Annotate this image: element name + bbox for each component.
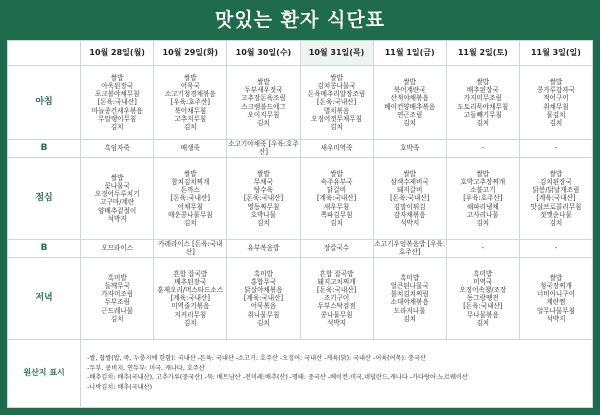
menu-item: 고추장돈육조림: [241, 94, 286, 103]
menu-item: 불치김치찌림: [390, 290, 429, 299]
menu-item: 어묵볶음: [250, 302, 277, 311]
menu-item: 고사리나물: [466, 210, 499, 219]
menu-item: [계육:국내산]: [243, 294, 284, 303]
corner-cell: [8, 41, 81, 66]
snack-cell: 흑임자죽: [81, 140, 154, 158]
meal-label-dinner: [8, 257, 81, 339]
menu-item: 청국장찌개: [540, 281, 572, 290]
snack-cell: 유부복음밥: [227, 240, 300, 258]
menu-item: 젓깻순나물: [540, 210, 572, 219]
menu-item: 석박지: [107, 214, 127, 223]
menu-item: 김치: [183, 218, 197, 227]
menu-item: 홍합무국: [250, 277, 277, 286]
meal-label-lunch: [8, 157, 81, 239]
menu-item: 김치: [257, 118, 270, 127]
menu-item: 김치: [403, 118, 417, 127]
meal-table: [7, 40, 593, 408]
menu-cell: [154, 257, 227, 339]
snack-cell: -: [446, 140, 519, 158]
menu-item: 쌀밥: [183, 73, 197, 82]
menu-item: [돈육:국내산]: [170, 194, 210, 203]
menu-item: [우육:호주산]: [170, 98, 210, 107]
menu-item: [계육:국내산]: [170, 294, 210, 303]
menu-item: 물김치: [546, 110, 566, 119]
menu-item: 오징어속챙/조장: [459, 286, 507, 294]
menu-cell: [300, 257, 373, 339]
menu-cell: [227, 66, 300, 140]
menu-item: 김치: [183, 318, 197, 327]
menu-item: 석박지: [546, 314, 566, 323]
menu-item: 감자채볶음: [393, 210, 426, 219]
menu-item: 오징어두루치기: [94, 190, 140, 199]
menu-cell: [227, 257, 300, 339]
menu-item: 소불고기: [470, 186, 496, 195]
menu-item: 적어구이: [543, 94, 569, 103]
menu-item: [계육:국내산]: [536, 194, 576, 203]
menu-item: 호박고추장찌개: [460, 177, 506, 186]
menu-item: 소고기청경채볶음: [164, 90, 216, 99]
menu-item: 들깨무국: [104, 281, 130, 290]
menu-item: 흑미밥: [473, 269, 493, 278]
menu-item: 쌀밥: [110, 73, 124, 82]
menu-item: 김치: [257, 218, 270, 227]
day-header: 10월 30일(수): [227, 41, 300, 66]
menu-item: 오징어젓무채무침: [311, 114, 363, 123]
menu-item: 마늘종건새우볶음: [91, 106, 143, 115]
menu-item: 쪽파김무침: [320, 210, 353, 219]
menu-item: 두부스탁검점: [317, 302, 356, 311]
menu-item: 아욱된장국: [101, 82, 134, 91]
lunch-row: [8, 157, 593, 239]
menu-item: 쌀밥: [110, 173, 124, 182]
menu-cell: [227, 157, 300, 239]
breakfast-row: [8, 66, 593, 140]
menu-item: [돈육:국내산]: [97, 98, 137, 107]
menu-item: 돼지갈비: [396, 186, 423, 195]
menu-item: 김치: [549, 118, 563, 127]
menu-item: 호박나물: [250, 210, 277, 219]
menu-item: 새우무침: [323, 202, 350, 211]
menu-cell: [519, 257, 592, 339]
day-header: 11월 1일(금): [373, 41, 446, 66]
menu-item: 김치: [330, 218, 343, 227]
menu-item: 석박지: [400, 218, 420, 227]
snack-cell: 배생죽: [154, 140, 227, 158]
snack-cell: 장칼국수: [300, 240, 373, 258]
menu-item: 닭봉/닭날개조림: [532, 186, 580, 195]
menu-item: 영동짜무침: [247, 202, 280, 211]
menu-item: 무나물볶음: [466, 310, 499, 319]
menu-item: 참치김치찌개: [171, 177, 210, 186]
origin-text: [81, 339, 593, 407]
menu-item: 탕수육: [253, 186, 273, 195]
menu-cell: [373, 257, 446, 339]
menu-item: 김치: [110, 123, 124, 132]
snack-cell: -: [446, 240, 519, 258]
snack-cell: 카레라이스 [돈육:국내산]: [154, 240, 227, 258]
menu-item: 동그랑땡전: [466, 294, 499, 303]
menu-item: 매운콩나물무침: [168, 210, 213, 219]
meal-label-snack: B: [8, 140, 81, 158]
menu-item: 산적야채볶음: [390, 94, 429, 103]
menu-item: 고추지무침: [174, 114, 207, 123]
menu-item: 김치: [183, 123, 197, 132]
menu-item: 숙주유부국: [320, 177, 353, 186]
menu-cell: [446, 66, 519, 140]
menu-item: [계육:국내산]: [316, 194, 357, 203]
menu-item: 흔합 잡곡밥: [173, 269, 208, 278]
snack-cell: 소고기야채죽 [우육:호주산]: [228, 140, 299, 157]
menu-item: 쌀밥: [476, 77, 490, 86]
menu-item: 얼무나물무침: [536, 306, 576, 315]
menu-item: 김치된장국: [540, 177, 572, 186]
menu-item: 미역국: [473, 277, 493, 286]
dinner-row: [8, 257, 593, 339]
menu-item: 김치: [549, 218, 563, 227]
menu-item: 김치: [403, 314, 417, 323]
menu-item: 배추된장국: [466, 86, 499, 95]
menu-item: 쌀밥: [257, 77, 270, 86]
menu-item: 오이지무침: [247, 110, 280, 119]
menu-cell: [519, 157, 592, 239]
menu-item: 돼지고치찌개: [317, 277, 356, 286]
menu-item: 맛살브로콜리무침: [530, 202, 582, 211]
menu-item: 쌀밥: [330, 169, 343, 178]
menu-cell: [300, 157, 373, 239]
meal-label-text: 아침: [35, 97, 53, 108]
day-header-row: [8, 41, 593, 66]
menu-item: 쌀밥: [330, 73, 343, 82]
snack-row-2: [8, 240, 593, 258]
menu-item: 돈육메추리알장조림: [307, 90, 366, 99]
menu-item: [돈육:국내산]: [316, 286, 357, 294]
snack-cell: -: [519, 240, 592, 258]
menu-item: 조기구이: [323, 294, 350, 303]
day-header: 11월 2일(토): [446, 41, 519, 66]
menu-item: 취채무침: [543, 102, 569, 111]
menu-item: 도토리묵야채무침: [457, 102, 509, 111]
menu-item: 북어계란국: [393, 86, 426, 95]
menu-cell: [446, 157, 519, 239]
menu-item: 닭살야채볶음: [244, 286, 283, 294]
menu-cell: [81, 66, 154, 140]
menu-item: 취나물무침: [247, 310, 280, 319]
menu-cell: [373, 66, 446, 140]
menu-item: 도라지나물: [393, 306, 426, 315]
menu-item: 김치: [476, 118, 490, 127]
menu-cell: [446, 257, 519, 339]
day-header: 11월 3일(일): [519, 41, 592, 66]
menu-item: 얼큰된나물국: [390, 281, 429, 290]
menu-cell: [154, 157, 227, 239]
menu-item: 흑미밥: [253, 269, 273, 278]
menu-cell: [154, 66, 227, 140]
snack-cell: 호박죽: [373, 140, 446, 158]
menu-item: [돈육:국내산]: [463, 302, 503, 311]
menu-item: 쌀밥: [403, 169, 417, 178]
menu-cell: [81, 157, 154, 239]
day-header: 10월 28일(월): [81, 41, 154, 66]
snack-cell: -: [519, 140, 592, 158]
menu-item: 가지미무조림: [463, 94, 502, 103]
menu-cell: [300, 66, 373, 140]
menu-item: 양배추겉절이: [98, 206, 137, 215]
menu-item: 무말랭이무침: [98, 114, 137, 123]
menu-item: 콩가루감자국: [536, 86, 576, 95]
menu-item: 연근조림: [396, 110, 423, 119]
menu-item: 어채무침: [177, 202, 204, 211]
menu-item: 해파리냉채: [466, 202, 499, 211]
menu-item: -나박김치: 배추(국내산): [87, 383, 153, 391]
menu-item: 베이컨양배추볶음: [384, 102, 436, 111]
menu-item: 석박지: [327, 318, 347, 327]
menu-item: 고들빼기무침: [463, 110, 502, 119]
menu-item: [돈육:국내산]: [243, 194, 284, 203]
menu-item: 미역줄기볶음: [171, 302, 210, 311]
menu-item: 흑미밥: [400, 273, 420, 282]
menu-item: 쌀밥: [549, 77, 563, 86]
menu-item: 포크볼야채무침: [94, 90, 140, 99]
menu-item: 두부새우젓국: [244, 86, 283, 95]
snack-cell: 새우미역죽: [300, 140, 373, 158]
menu-item: 쌀밥: [183, 169, 197, 178]
day-header: 10월 31일(목): [300, 41, 373, 66]
menu-item: [우육:호주산]: [463, 194, 503, 203]
menu-item: 쌀밥: [549, 273, 563, 282]
menu-item: 두부조림: [104, 298, 130, 307]
menu-item: 소대야채볶음: [390, 298, 429, 307]
menu-item: 멸치볶음: [323, 106, 350, 115]
menu-item: 닭갈비: [327, 186, 347, 195]
menu-item: 훈제오리/머스타드소스: [157, 286, 224, 294]
menu-item: 콩나물무침: [320, 310, 353, 319]
meal-table-frame: [7, 40, 593, 408]
menu-item: 돈까스: [180, 186, 200, 195]
menu-item: [돈육:국내산]: [390, 194, 430, 203]
origin-label: 원산지 표시: [8, 339, 81, 407]
menu-item: 배추된장국: [174, 277, 207, 286]
menu-item: 무채국: [253, 177, 273, 186]
menu-item: 스크램블드에그: [241, 102, 286, 111]
menu-item: 흑미밥: [107, 273, 127, 282]
menu-item: 너비아니구이: [536, 290, 576, 299]
menu-item: -두부, 콩비지, 연두부: 미국, 캐나다, 호주산: [87, 364, 205, 372]
meal-label-breakfast: [8, 66, 81, 140]
menu-item: 삼색수제비국: [390, 177, 429, 186]
menu-item: -배추김치: 배추(국내산), 고추가루(중국산) -묵: 베트남산 -전미레:배추(산) -명태: 중국산 -베이컨:미국,네덜란드,캐나다 -가다랑어:노르웨이산: [87, 374, 468, 382]
menu-item: 흔합 잡곡밥: [319, 269, 354, 278]
menu-item: [돈육:국내산]: [316, 98, 357, 107]
day-header: 10월 29일(화): [154, 41, 227, 66]
menu-cell: [519, 66, 592, 140]
meal-label-text: 저녁: [35, 292, 53, 303]
menu-cell: [81, 257, 154, 339]
meal-label-text: 점심: [35, 192, 53, 203]
menu-item: 고구마/계란: [100, 198, 135, 207]
snack-cell: 소고기우엉볶음밥 [우육:호주산]: [374, 240, 445, 257]
menu-item: 쌀밥: [549, 169, 563, 178]
snack-cell: 오므라이스: [81, 240, 154, 258]
menu-item: 쌀밥: [403, 77, 417, 86]
menu-item: 김치: [330, 123, 343, 132]
menu-item: 가자미조림: [101, 290, 134, 299]
menu-item: 쌀밥: [257, 169, 270, 178]
snack-row-1: [8, 140, 593, 158]
menu-item: 꽃나물국: [104, 181, 130, 190]
menu-item: 어묵국: [180, 82, 200, 91]
menu-item: 김치: [476, 218, 490, 227]
menu-item: 쌀밥: [476, 169, 490, 178]
menu-cell: [373, 157, 446, 239]
page-title: 맛있는 환자 식단표: [214, 9, 386, 31]
origin-row: [8, 339, 593, 407]
menu-item: 계란찜: [546, 298, 566, 307]
menu-item: 북어채무침: [174, 106, 207, 115]
menu-item: 지커리무침: [174, 310, 207, 319]
meal-label-snack: B: [8, 240, 81, 258]
menu-item: 김치: [257, 318, 270, 327]
menu-item: 김말이튀김: [393, 202, 426, 211]
menu-item: 김치: [476, 318, 490, 327]
menu-item: 근드레나물: [101, 306, 134, 315]
menu-item: 김치: [110, 314, 124, 323]
menu-item: 김치콩나물국: [317, 82, 356, 91]
menu-item: -쌀, 찹쌀(밥, 죽, 누룽지에 한함): 국내산 -돈육: 국내산 -소고기: 호주산 -오징어: 국내산 -게육(닭): 국내산 -어육(어묵): 중국산: [87, 355, 426, 363]
